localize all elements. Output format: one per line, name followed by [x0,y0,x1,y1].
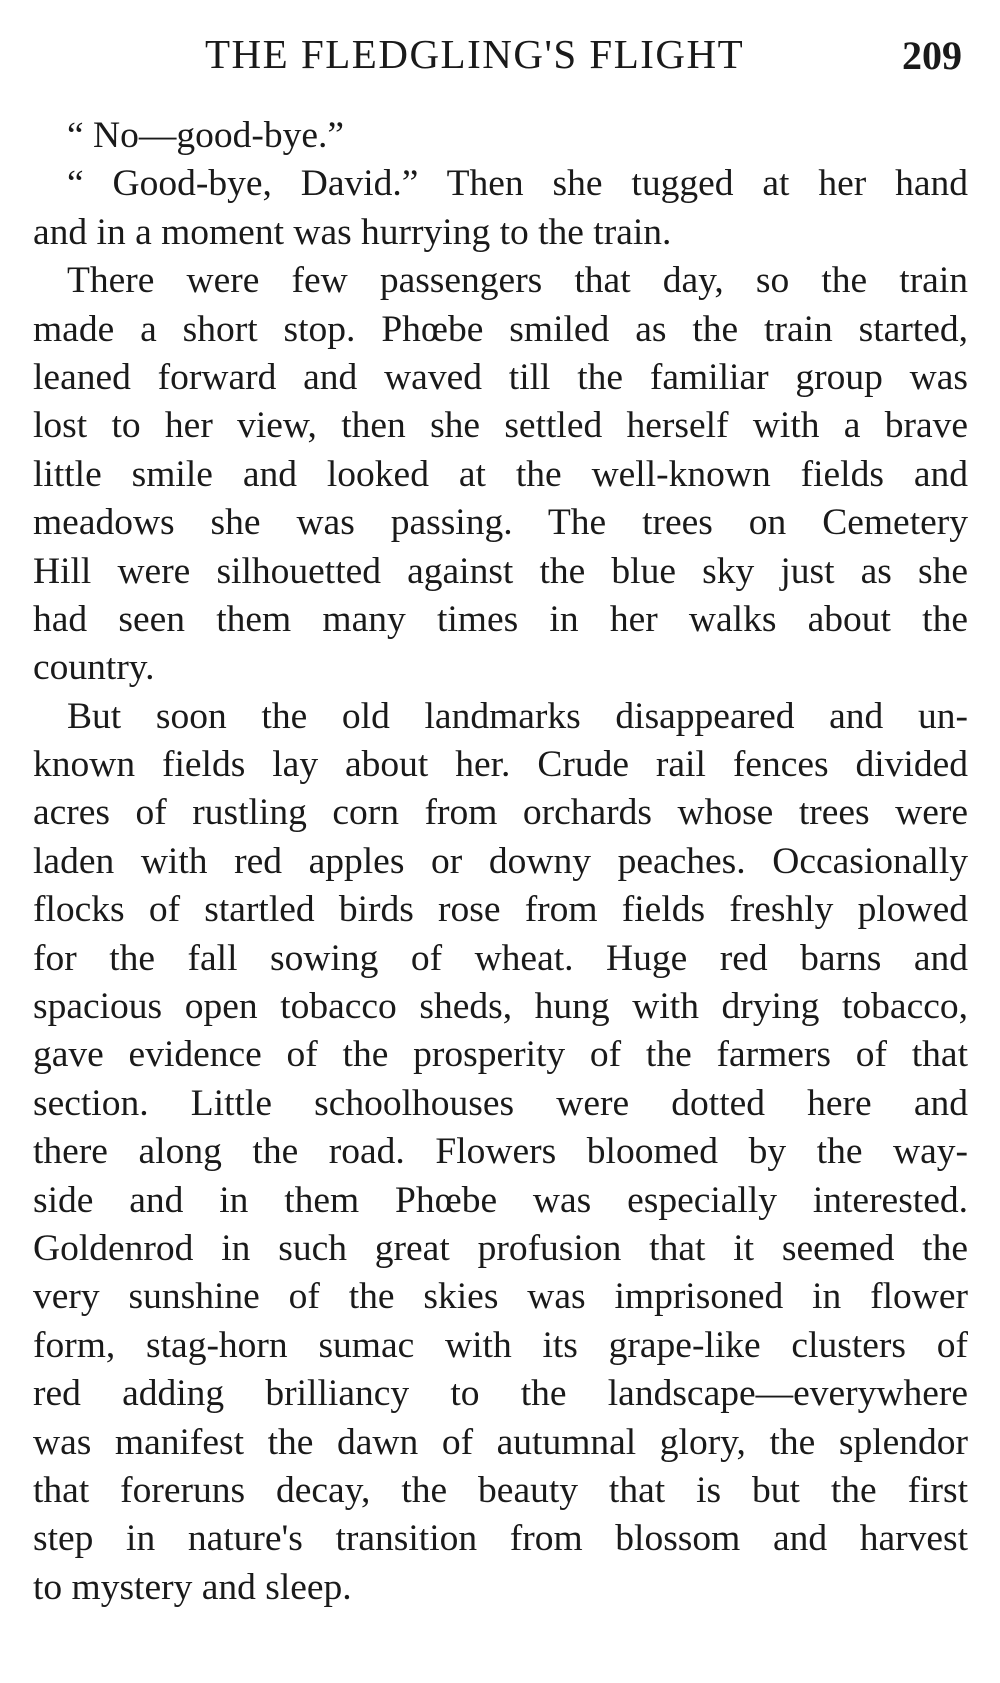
text-line: for the fall sowing of wheat. Huge red barns and [33,937,968,979]
text-line: little smile and looked at the well-known fields and [33,453,968,495]
text-line: spacious open tobacco sheds, hung with drying tobacco, [33,986,968,1028]
text-line: and in a moment was hurrying to the train. [33,211,672,253]
page-number: 209 [902,33,962,78]
text-line: to mystery and sleep. [33,1566,352,1608]
text-line: known fields lay about her. Crude rail fences divided [33,744,968,786]
text-line: Hill were silhouetted against the blue sky just as she [33,550,968,592]
text-line: Goldenrod in such great profusion that it seemed the [33,1227,968,1269]
text-line: leaned forward and waved till the familiar group was [33,356,968,398]
text-line: that foreruns decay, the beauty that is but the first [33,1469,968,1511]
text-line: form, stag-horn sumac with its grape-like clusters of [33,1324,968,1366]
text-line: red adding brilliancy to the landscape—everywhere [33,1373,968,1415]
text-line: meadows she was passing. The trees on Cemetery [33,502,968,544]
running-title: THE FLEDGLING'S FLIGHT [205,31,745,77]
text-line: section. Little schoolhouses were dotted here and [33,1082,968,1124]
text-line: “ No—good-bye.” [67,115,345,156]
text-line: there along the road. Flowers bloomed by the way- [33,1131,968,1173]
text-line: acres of rustling corn from orchards whose trees were [33,792,968,834]
text-line: “ Good-bye, David.” Then she tugged at her hand [67,163,968,205]
text-line: But soon the old landmarks disappeared and un- [67,695,968,737]
body-text [33,112,968,1612]
text-line: gave evidence of the prosperity of the farmers of that [33,1034,968,1076]
running-head [0,30,1000,90]
text-line: side and in them Phœbe was especially interested. [33,1179,968,1221]
text-line: laden with red apples or downy peaches. Occasionally [33,840,968,882]
text-line: step in nature's transition from blossom and harvest [33,1518,968,1560]
text-line: There were few passengers that day, so the train [67,260,968,302]
text-line: made a short stop. Phœbe smiled as the train started, [33,308,968,350]
text-line: had seen them many times in her walks about the [33,598,968,640]
text-line: was manifest the dawn of autumnal glory, the splendor [33,1421,968,1463]
text-line: lost to her view, then she settled herself with a brave [33,405,968,447]
text-line: country. [33,647,155,689]
text-line: very sunshine of the skies was imprisoned in flower [33,1276,968,1318]
text-line: flocks of startled birds rose from fields freshly plowed [33,889,968,931]
